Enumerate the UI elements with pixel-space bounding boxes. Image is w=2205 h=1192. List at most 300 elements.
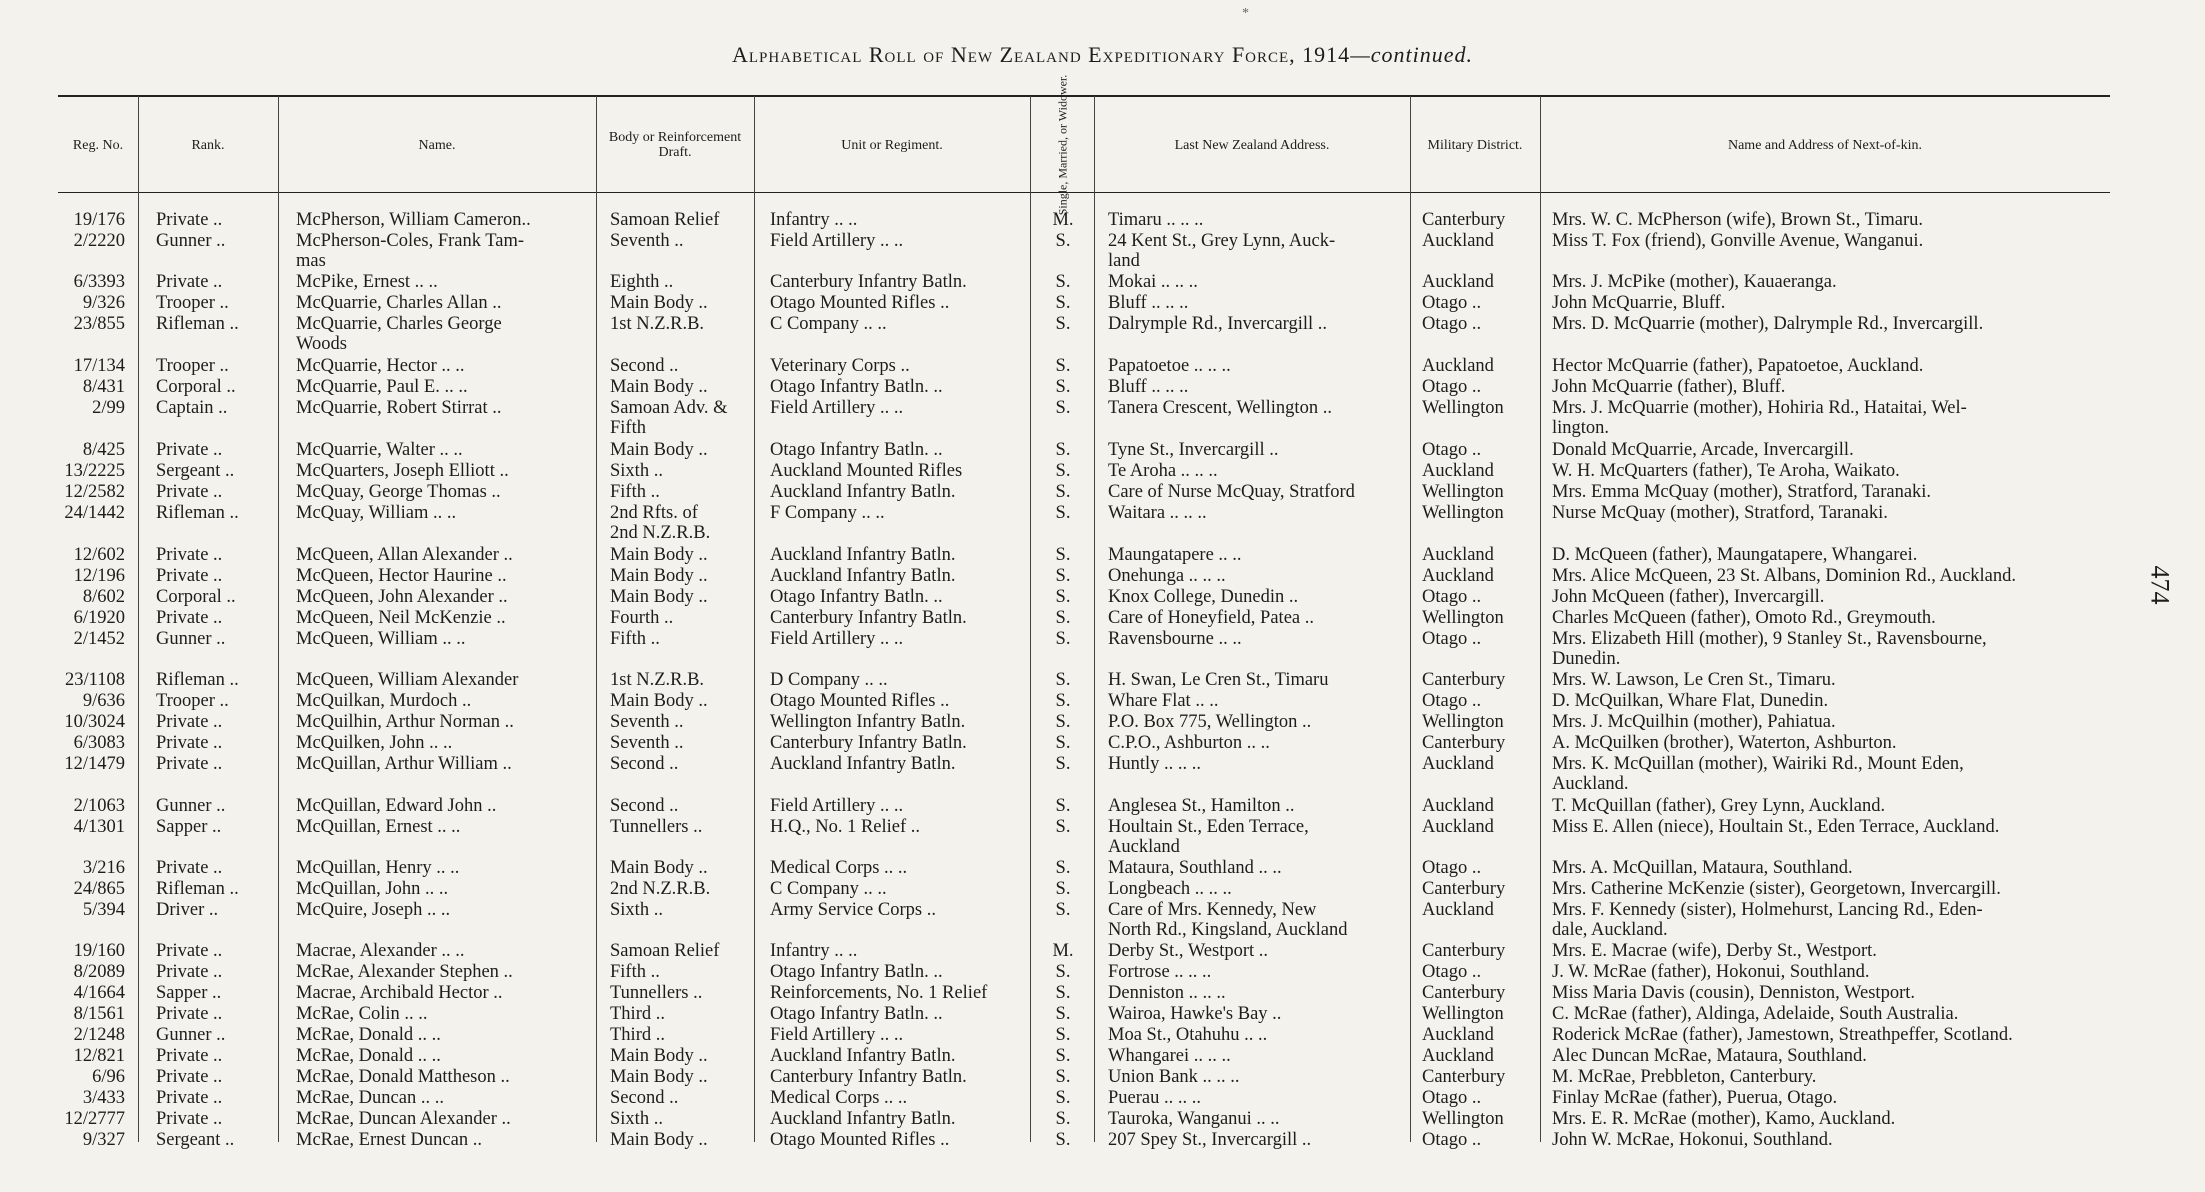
cell-district: Otago .. [1422,1130,1482,1150]
cell-address: H. Swan, Le Cren St., Timaru [1108,670,1329,690]
cell-reg-no: 23/1108 [65,670,125,690]
page-number: 474 [2145,565,2175,605]
cell-marital-status: S. [1055,587,1071,607]
cell-district: Otago .. [1422,377,1482,397]
cell-address: Tyne St., Invercargill .. [1108,440,1279,460]
cell-name: McRae, Donald .. .. [296,1046,441,1066]
cell-district: Otago .. [1422,293,1482,313]
cell-marital-status: S. [1055,983,1071,1003]
cell-unit: Auckland Infantry Batln. [770,1046,956,1066]
cell-district: Auckland [1422,231,1494,251]
header-address: Last New Zealand Address. [1174,137,1330,153]
cell-reg-no: 12/2582 [64,482,125,502]
cell-next-of-kin: Mrs. J. McQuilhin (mother), Pahiatua. [1552,712,1836,732]
cell-rank: Private .. [156,1046,223,1066]
header-rank: Rank. [191,137,225,153]
cell-reg-no: 2/99 [92,398,125,418]
cell-address: Dalrymple Rd., Invercargill .. [1108,314,1328,334]
cell-marital-status: S. [1055,858,1071,878]
cell-reg-no: 3/433 [82,1088,125,1108]
column-divider [1410,96,1411,1142]
cell-next-of-kin: Miss Maria Davis (cousin), Denniston, Westport. [1552,983,1915,1003]
cell-name: McQuarrie, Paul E. .. .. [296,377,468,397]
cell-marital-status: S. [1055,545,1071,565]
cell-rank: Rifleman .. [156,670,239,690]
cell-next-of-kin: Mrs. K. McQuillan (mother), Wairiki Rd., Mount Eden, Auckland. [1552,754,1964,794]
cell-reg-no: 6/3083 [73,733,125,753]
cell-name: McQuillan, Ernest .. .. [296,817,461,837]
cell-marital-status: S. [1055,608,1071,628]
cell-body-draft: Samoan Adv. & Fifth [610,398,728,438]
cell-marital-status: S. [1055,691,1071,711]
cell-district: Auckland [1422,817,1494,837]
cell-rank: Trooper .. [156,293,229,313]
cell-next-of-kin: Mrs. W. Lawson, Le Cren St., Timaru. [1552,670,1836,690]
cell-district: Auckland [1422,461,1494,481]
cell-address: Maungatapere .. .. [1108,545,1242,565]
cell-reg-no: 6/96 [92,1067,125,1087]
cell-body-draft: Main Body .. [610,691,708,711]
cell-marital-status: S. [1055,1004,1071,1024]
cell-marital-status: S. [1055,293,1071,313]
cell-name: McQuilken, John .. .. [296,733,453,753]
cell-unit: Veterinary Corps .. [770,356,910,376]
cell-marital-status: S. [1055,482,1071,502]
cell-rank: Private .. [156,440,223,460]
cell-address: Onehunga .. .. .. [1108,566,1226,586]
cell-unit: Canterbury Infantry Batln. [770,608,967,628]
cell-district: Canterbury [1422,670,1506,690]
cell-reg-no: 24/1442 [64,503,125,523]
cell-name: McQuay, George Thomas .. [296,482,501,502]
cell-district: Auckland [1422,356,1494,376]
cell-district: Otago .. [1422,691,1482,711]
cell-reg-no: 9/326 [82,293,125,313]
cell-next-of-kin: Charles McQueen (father), Omoto Rd., Greymouth. [1552,608,1936,628]
cell-district: Auckland [1422,796,1494,816]
cell-unit: Auckland Infantry Batln. [770,545,956,565]
cell-unit: Auckland Infantry Batln. [770,1109,956,1129]
cell-rank: Private .. [156,566,223,586]
cell-body-draft: Tunnellers .. [610,817,703,837]
cell-marital-status: S. [1055,272,1071,292]
cell-unit: Auckland Mounted Rifles [770,461,963,481]
cell-rank: Private .. [156,608,223,628]
cell-next-of-kin: Mrs. E. R. McRae (mother), Kamo, Auckland. [1552,1109,1896,1129]
cell-address: Knox College, Dunedin .. [1108,587,1299,607]
cell-marital-status: S. [1055,356,1071,376]
header-district: Military District. [1427,137,1523,153]
cell-address: 207 Spey St., Invercargill .. [1108,1130,1312,1150]
cell-next-of-kin: John McQuarrie, Bluff. [1552,293,1726,313]
cell-address: Derby St., Westport .. [1108,941,1269,961]
cell-marital-status: S. [1055,817,1071,837]
cell-reg-no: 8/2089 [73,962,125,982]
cell-marital-status: S. [1055,629,1071,649]
column-divider [138,96,139,1142]
cell-marital-status: S. [1055,670,1071,690]
cell-next-of-kin: Mrs. D. McQuarrie (mother), Dalrymple Rd., Invercargill. [1552,314,1984,334]
cell-address: Denniston .. .. .. [1108,983,1226,1003]
cell-address: Care of Mrs. Kennedy, New North Rd., Kingsland, Auckland [1108,900,1348,940]
cell-unit: Otago Mounted Rifles .. [770,1130,950,1150]
cell-name: McQuay, William .. .. [296,503,457,523]
cell-body-draft: Second .. [610,796,679,816]
cell-marital-status: S. [1055,1046,1071,1066]
cell-body-draft: Second .. [610,754,679,774]
cell-unit: Canterbury Infantry Batln. [770,272,967,292]
cell-unit: Infantry .. .. [770,941,858,961]
cell-district: Otago .. [1422,629,1482,649]
cell-reg-no: 23/855 [73,314,125,334]
cell-rank: Corporal .. [156,377,236,397]
header-bottom-rule [58,192,2110,193]
cell-rank: Private .. [156,1067,223,1087]
cell-reg-no: 9/327 [82,1130,125,1150]
cell-next-of-kin: Nurse McQuay (mother), Stratford, Taranaki. [1552,503,1888,523]
cell-reg-no: 4/1664 [73,983,125,1003]
cell-name: McQuilkan, Murdoch .. [296,691,472,711]
cell-next-of-kin: Hector McQuarrie (father), Papatoetoe, Auckland. [1552,356,1924,376]
header-name: Name. [418,137,456,153]
cell-district: Wellington [1422,1004,1504,1024]
cell-address: Papatoetoe .. .. .. [1108,356,1231,376]
cell-marital-status: S. [1055,962,1071,982]
cell-marital-status: S. [1055,1067,1071,1087]
cell-body-draft: Main Body .. [610,566,708,586]
cell-name: McQuarters, Joseph Elliott .. [296,461,509,481]
cell-next-of-kin: Roderick McRae (father), Jamestown, Streathpeffer, Scotland. [1552,1025,2013,1045]
cell-rank: Captain .. [156,398,228,418]
cell-marital-status: S. [1055,1130,1071,1150]
cell-unit: Wellington Infantry Batln. [770,712,966,732]
cell-address: Waitara .. .. .. [1108,503,1207,523]
cell-district: Otago .. [1422,858,1482,878]
cell-name: McQueen, Hector Haurine .. [296,566,507,586]
cell-unit: Medical Corps .. .. [770,1088,908,1108]
cell-next-of-kin: Donald McQuarrie, Arcade, Invercargill. [1552,440,1854,460]
cell-reg-no: 17/134 [73,356,125,376]
cell-district: Canterbury [1422,941,1506,961]
cell-body-draft: Main Body .. [610,1046,708,1066]
cell-district: Otago .. [1422,314,1482,334]
cell-body-draft: Fifth .. [610,482,660,502]
cell-next-of-kin: M. McRae, Prebbleton, Canterbury. [1552,1067,1817,1087]
cell-address: Care of Nurse McQuay, Stratford [1108,482,1355,502]
cell-unit: F Company .. .. [770,503,885,523]
cell-body-draft: Main Body .. [610,545,708,565]
cell-address: Whangarei .. .. .. [1108,1046,1231,1066]
cell-reg-no: 3/216 [82,858,125,878]
cell-reg-no: 8/431 [82,377,125,397]
cell-reg-no: 9/636 [82,691,125,711]
cell-name: McRae, Donald Mattheson .. [296,1067,510,1087]
cell-name: McQuillan, John .. .. [296,879,449,899]
cell-next-of-kin: W. H. McQuarters (father), Te Aroha, Waikato. [1552,461,1900,481]
cell-rank: Private .. [156,272,223,292]
cell-marital-status: S. [1055,900,1071,920]
cell-name: McQuire, Joseph .. .. [296,900,451,920]
header-marital-status [1030,74,1094,216]
cell-address: Whare Flat .. .. [1108,691,1219,711]
cell-reg-no: 2/1248 [73,1025,125,1045]
cell-body-draft: Main Body .. [610,440,708,460]
cell-district: Wellington [1422,608,1504,628]
cell-name: McRae, Colin .. .. [296,1004,428,1024]
cell-name: McQuillan, Arthur William .. [296,754,512,774]
cell-body-draft: Third .. [610,1025,665,1045]
page-title [0,42,2205,68]
cell-rank: Private .. [156,210,223,230]
cell-rank: Sergeant .. [156,461,235,481]
cell-body-draft: Fifth .. [610,629,660,649]
cell-next-of-kin: Finlay McRae (father), Puerua, Otago. [1552,1088,1838,1108]
cell-reg-no: 2/2220 [73,231,125,251]
cell-name: McQuillan, Edward John .. [296,796,497,816]
cell-name: McQuarrie, Charles George Woods [296,314,502,354]
column-divider [1540,96,1541,1142]
cell-reg-no: 12/821 [73,1046,125,1066]
cell-name: McQueen, Allan Alexander .. [296,545,513,565]
column-divider [754,96,755,1142]
cell-rank: Private .. [156,858,223,878]
cell-unit: Canterbury Infantry Batln. [770,733,967,753]
cell-name: McRae, Alexander Stephen .. [296,962,513,982]
cell-rank: Private .. [156,712,223,732]
cell-unit: Otago Infantry Batln. .. [770,962,943,982]
cell-address: Houltain St., Eden Terrace, Auckland [1108,817,1309,857]
cell-body-draft: Main Body .. [610,377,708,397]
cell-district: Wellington [1422,712,1504,732]
cell-body-draft: Eighth .. [610,272,674,292]
cell-rank: Gunner .. [156,1025,226,1045]
cell-district: Wellington [1422,398,1504,418]
cell-unit: Otago Infantry Batln. .. [770,440,943,460]
cell-district: Otago .. [1422,1088,1482,1108]
cell-marital-status: S. [1055,1088,1071,1108]
cell-marital-status: S. [1055,566,1071,586]
column-divider [596,96,597,1142]
cell-district: Auckland [1422,1046,1494,1066]
cell-name: Macrae, Archibald Hector .. [296,983,503,1003]
cell-rank: Private .. [156,754,223,774]
cell-reg-no: 19/160 [73,941,125,961]
page-mark: * [1242,6,1249,21]
cell-district: Auckland [1422,1025,1494,1045]
header-reg-no: Reg. No. [72,137,124,153]
cell-unit: Otago Infantry Batln. .. [770,377,943,397]
cell-unit: Otago Infantry Batln. .. [770,1004,943,1024]
cell-address: Fortrose .. .. .. [1108,962,1212,982]
cell-rank: Trooper .. [156,691,229,711]
cell-name: McRae, Duncan .. .. [296,1088,444,1108]
cell-unit: D Company .. .. [770,670,888,690]
cell-address: Tauroka, Wanganui .. .. [1108,1109,1280,1129]
cell-next-of-kin: Mrs. Emma McQuay (mother), Stratford, Taranaki. [1552,482,1932,502]
cell-next-of-kin: Mrs. W. C. McPherson (wife), Brown St., Timaru. [1552,210,1924,230]
cell-name: McPherson-Coles, Frank Tam- mas [296,231,525,271]
cell-name: McRae, Ernest Duncan .. [296,1130,482,1150]
cell-address: P.O. Box 775, Wellington .. [1108,712,1312,732]
cell-rank: Private .. [156,1109,223,1129]
cell-name: McQuarrie, Robert Stirrat .. [296,398,502,418]
cell-address: Huntly .. .. .. [1108,754,1202,774]
cell-reg-no: 12/1479 [64,754,125,774]
cell-next-of-kin: Miss E. Allen (niece), Houltain St., Eden Terrace, Auckland. [1552,817,2000,837]
cell-reg-no: 8/425 [82,440,125,460]
cell-rank: Private .. [156,482,223,502]
cell-address: Bluff .. .. .. [1108,377,1189,397]
cell-marital-status: S. [1055,1109,1071,1129]
cell-body-draft: 1st N.Z.R.B. [610,314,705,334]
cell-address: Tanera Crescent, Wellington .. [1108,398,1332,418]
cell-reg-no: 10/3024 [64,712,125,732]
cell-name: McPherson, William Cameron.. [296,210,531,230]
cell-marital-status: S. [1055,879,1071,899]
cell-reg-no: 5/394 [82,900,125,920]
cell-reg-no: 12/602 [73,545,125,565]
cell-marital-status: M. [1052,210,1074,230]
cell-reg-no: 6/1920 [73,608,125,628]
cell-unit: Auckland Infantry Batln. [770,566,956,586]
cell-unit: Field Artillery .. .. [770,398,904,418]
cell-district: Otago .. [1422,440,1482,460]
cell-unit: C Company .. .. [770,314,887,334]
cell-marital-status: S. [1055,314,1071,334]
cell-next-of-kin: Mrs. A. McQuillan, Mataura, Southland. [1552,858,1853,878]
cell-rank: Driver .. [156,900,219,920]
cell-district: Auckland [1422,272,1494,292]
cell-next-of-kin: Alec Duncan McRae, Mataura, Southland. [1552,1046,1867,1066]
cell-address: C.P.O., Ashburton .. .. [1108,733,1270,753]
cell-unit: Infantry .. .. [770,210,858,230]
cell-district: Canterbury [1422,983,1506,1003]
cell-rank: Sapper .. [156,817,222,837]
cell-next-of-kin: Miss T. Fox (friend), Gonville Avenue, Wanganui. [1552,231,1924,251]
cell-next-of-kin: D. McQuilkan, Whare Flat, Dunedin. [1552,691,1829,711]
cell-body-draft: Sixth .. [610,461,663,481]
cell-district: Auckland [1422,545,1494,565]
cell-unit: Field Artillery .. .. [770,1025,904,1045]
cell-rank: Gunner .. [156,796,226,816]
cell-reg-no: 12/196 [73,566,125,586]
cell-marital-status: S. [1055,440,1071,460]
cell-rank: Trooper .. [156,356,229,376]
cell-body-draft: Second .. [610,356,679,376]
cell-district: Canterbury [1422,733,1506,753]
cell-unit: Medical Corps .. .. [770,858,908,878]
cell-body-draft: 1st N.Z.R.B. [610,670,705,690]
cell-unit: H.Q., No. 1 Relief .. [770,817,921,837]
cell-next-of-kin: Mrs. Elizabeth Hill (mother), 9 Stanley St., Ravensbourne, Dunedin. [1552,629,1987,669]
cell-next-of-kin: A. McQuilken (brother), Waterton, Ashburton. [1552,733,1897,753]
header-next-of-kin: Name and Address of Next-of-kin. [1727,137,1922,153]
cell-district: Wellington [1422,503,1504,523]
cell-body-draft: Tunnellers .. [610,983,703,1003]
cell-body-draft: Main Body .. [610,1067,708,1087]
cell-marital-status: S. [1055,733,1071,753]
cell-next-of-kin: John McQuarrie (father), Bluff. [1552,377,1786,397]
cell-rank: Private .. [156,545,223,565]
cell-next-of-kin: John McQueen (father), Invercargill. [1552,587,1825,607]
cell-reg-no: 19/176 [73,210,125,230]
cell-next-of-kin: John W. McRae, Hokonui, Southland. [1552,1130,1833,1150]
cell-rank: Rifleman .. [156,314,239,334]
cell-next-of-kin: Mrs. F. Kennedy (sister), Holmehurst, Lancing Rd., Eden- dale, Auckland. [1552,900,1983,940]
cell-rank: Rifleman .. [156,503,239,523]
cell-district: Canterbury [1422,210,1506,230]
cell-address: Moa St., Otahuhu .. .. [1108,1025,1268,1045]
cell-unit: Otago Mounted Rifles .. [770,293,950,313]
cell-unit: C Company .. .. [770,879,887,899]
cell-body-draft: Samoan Relief [610,210,720,230]
cell-next-of-kin: D. McQueen (father), Maungatapere, Whangarei. [1552,545,1918,565]
cell-address: Wairoa, Hawke's Bay .. [1108,1004,1282,1024]
cell-address: Puerau .. .. .. [1108,1088,1201,1108]
cell-reg-no: 8/602 [82,587,125,607]
cell-district: Auckland [1422,566,1494,586]
cell-body-draft: Main Body .. [610,1130,708,1150]
cell-rank: Corporal .. [156,587,236,607]
cell-rank: Private .. [156,962,223,982]
cell-reg-no: 13/2225 [64,461,125,481]
header-unit: Unit or Regiment. [841,137,943,153]
cell-district: Auckland [1422,900,1494,920]
cell-marital-status: S. [1055,398,1071,418]
cell-unit: Field Artillery .. .. [770,629,904,649]
cell-rank: Gunner .. [156,629,226,649]
cell-next-of-kin: J. W. McRae (father), Hokonui, Southland. [1552,962,1870,982]
header-body-draft: Body or Reinforcement Draft. [608,130,742,160]
cell-body-draft: Seventh .. [610,231,684,251]
cell-next-of-kin: T. McQuillan (father), Grey Lynn, Auckland. [1552,796,1886,816]
cell-address: Timaru .. .. .. [1108,210,1204,230]
cell-reg-no: 2/1452 [73,629,125,649]
cell-next-of-kin: Mrs. J. McPike (mother), Kauaeranga. [1552,272,1837,292]
cell-rank: Sergeant .. [156,1130,235,1150]
cell-name: McQueen, William .. .. [296,629,466,649]
cell-unit: Field Artillery .. .. [770,231,904,251]
cell-marital-status: S. [1055,503,1071,523]
cell-rank: Private .. [156,941,223,961]
cell-district: Otago .. [1422,962,1482,982]
cell-rank: Sapper .. [156,983,222,1003]
cell-unit: Reinforcements, No. 1 Relief [770,983,988,1003]
cell-name: McQuarrie, Walter .. .. [296,440,463,460]
cell-next-of-kin: Mrs. Alice McQueen, 23 St. Albans, Dominion Rd., Auckland. [1552,566,2017,586]
cell-body-draft: Main Body .. [610,587,708,607]
cell-marital-status: S. [1055,712,1071,732]
cell-name: McQuarrie, Hector .. .. [296,356,465,376]
cell-body-draft: Sixth .. [610,900,663,920]
cell-reg-no: 6/3393 [73,272,125,292]
cell-unit: Auckland Infantry Batln. [770,754,956,774]
cell-name: McQuillan, Henry .. .. [296,858,460,878]
cell-reg-no: 2/1063 [73,796,125,816]
cell-body-draft: Main Body .. [610,293,708,313]
cell-unit: Auckland Infantry Batln. [770,482,956,502]
cell-name: McQueen, John Alexander .. [296,587,508,607]
cell-next-of-kin: Mrs. Catherine McKenzie (sister), Georgetown, Invercargill. [1552,879,2001,899]
cell-name: McRae, Duncan Alexander .. [296,1109,511,1129]
cell-body-draft: Third .. [610,1004,665,1024]
cell-reg-no: 8/1561 [73,1004,125,1024]
cell-marital-status: S. [1055,377,1071,397]
cell-marital-status: S. [1055,1025,1071,1045]
cell-body-draft: Samoan Relief [610,941,720,961]
cell-district: Auckland [1422,754,1494,774]
cell-body-draft: Main Body .. [610,858,708,878]
